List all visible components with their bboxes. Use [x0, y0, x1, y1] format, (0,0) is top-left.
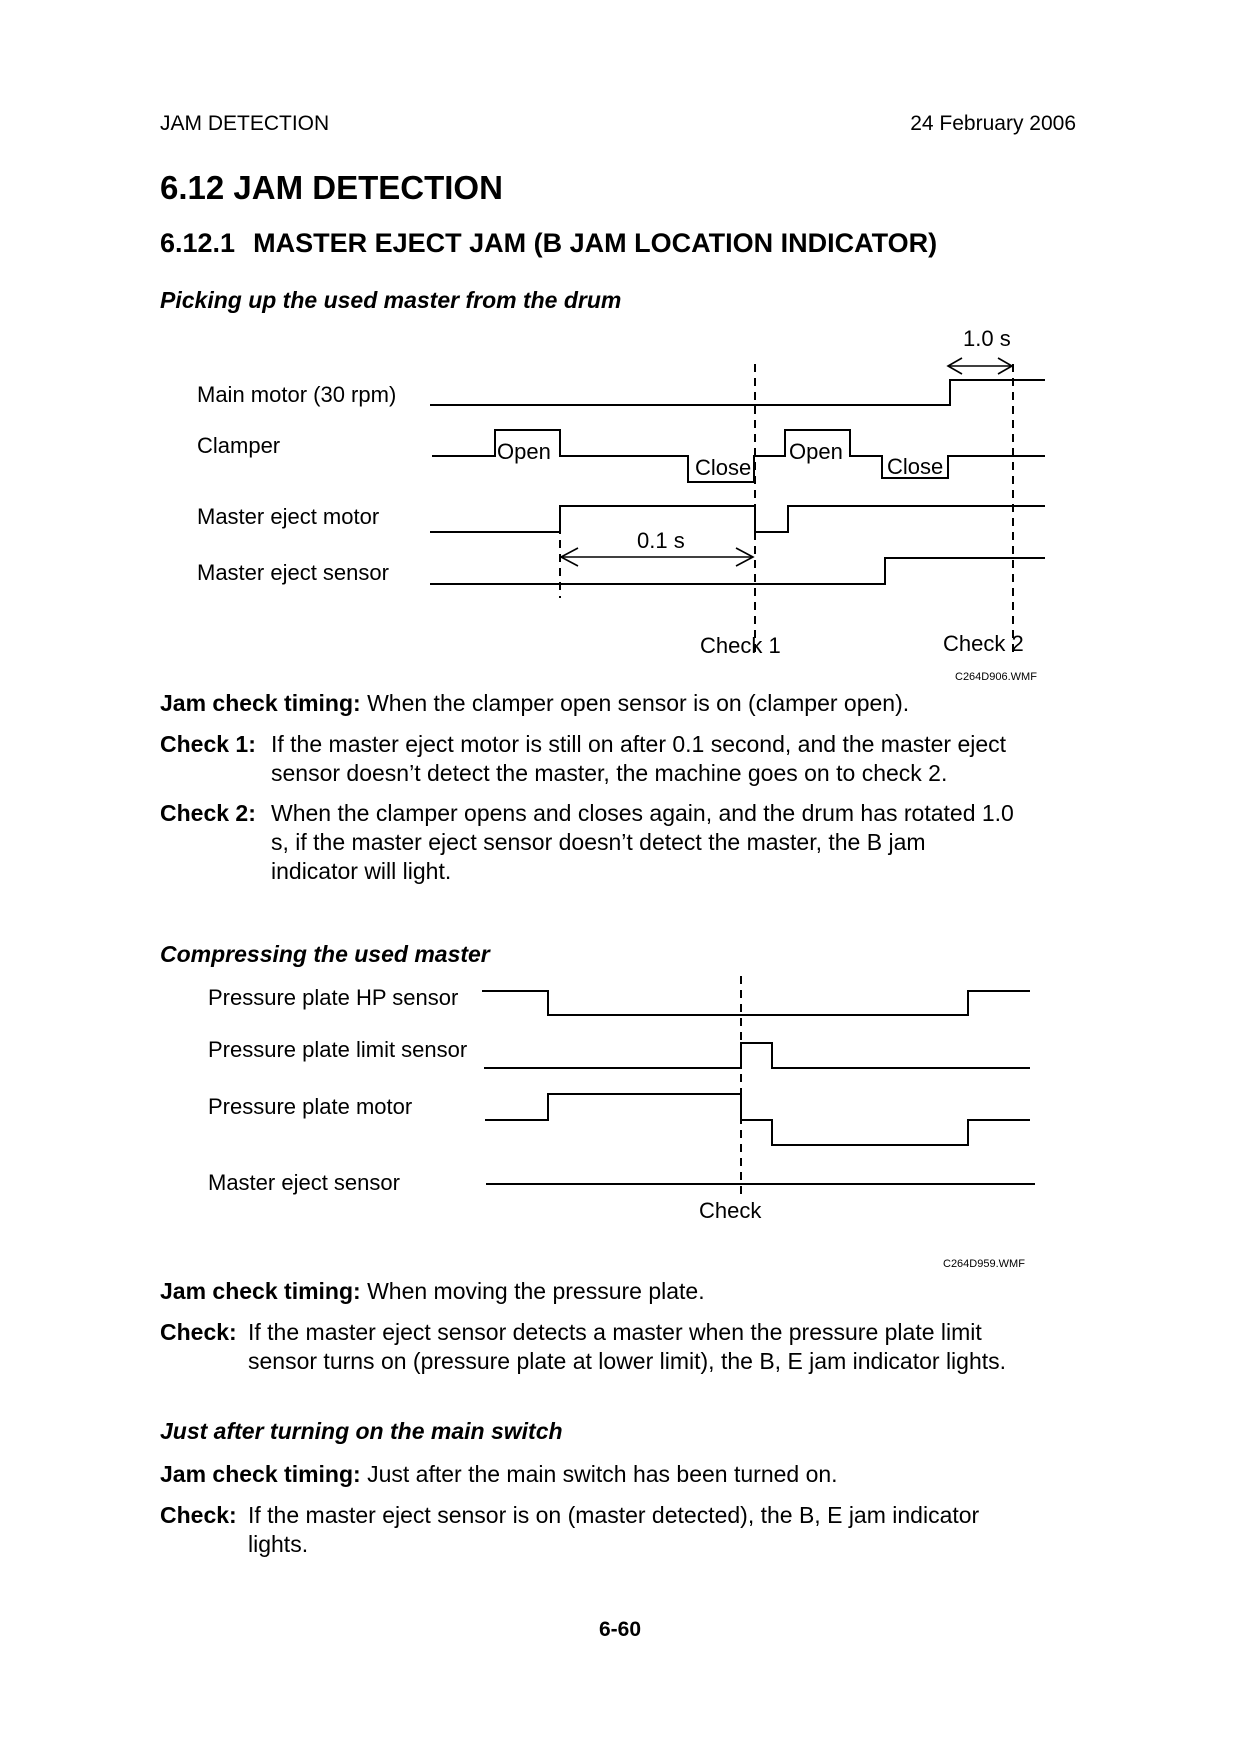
signal-label-master-eject-sensor: Master eject sensor: [197, 560, 389, 585]
signal-label-hp-sensor: Pressure plate HP sensor: [208, 985, 459, 1010]
timing-diagram-compression: [0, 960, 1240, 1280]
check1-paragraph-label: Check 1:: [160, 731, 256, 757]
part3-heading: Just after turning on the main switch: [160, 1418, 563, 1444]
master-eject-sensor-waveform: [430, 558, 1045, 584]
pressure-plate-motor-waveform: [485, 1094, 1030, 1145]
clamper-state-close-2: Close: [887, 454, 944, 479]
signal-label-master-eject-sensor-2: Master eject sensor: [208, 1170, 400, 1195]
running-header-date: 24 February 2006: [910, 112, 1076, 135]
check2-label: Check 2: [943, 631, 1024, 656]
interval-1-0s-label: 1.0 s: [963, 326, 1011, 351]
diagram2-file-ref: C264D959.WMF: [943, 1258, 1025, 1270]
signal-label-pressure-plate-motor: Pressure plate motor: [208, 1094, 413, 1119]
part2-timing: [160, 1277, 705, 1306]
check-label: Check: [699, 1198, 762, 1223]
part2-timing-label: Jam check timing:: [160, 1278, 361, 1304]
check2-line: When the clamper opens and closes again, and the drum has rotated 1.0: [271, 800, 1014, 826]
clamper-state-close-1: Close: [695, 455, 752, 480]
subsection-number: 6.12.1: [160, 228, 236, 258]
clamper-state-open-2: Open: [789, 439, 843, 464]
part3-timing-text: Just after the main switch has been turned on.: [367, 1461, 838, 1487]
check1-line: sensor doesn’t detect the master, the machine goes on to check 2.: [271, 760, 948, 786]
page-number: 6-60: [598, 1618, 642, 1641]
signal-label-limit-sensor: Pressure plate limit sensor: [208, 1037, 468, 1062]
diagram1-file-ref: C264D906.WMF: [955, 671, 1037, 683]
signal-label-main-motor: Main motor (30 rpm): [197, 382, 397, 407]
part3-timing: [160, 1460, 838, 1489]
part3-timing-label: Jam check timing:: [160, 1461, 361, 1487]
part2-check-line: If the master eject sensor detects a master when the pressure plate limit: [248, 1319, 982, 1345]
part1-timing-label: Jam check timing:: [160, 690, 361, 716]
main-motor-waveform: [430, 380, 1045, 405]
part3-check-line: If the master eject sensor is on (master detected), the B, E jam indicator: [248, 1502, 980, 1528]
signal-label-master-eject-motor: Master eject motor: [197, 504, 380, 529]
clamper-state-open-1: Open: [497, 439, 551, 464]
interval-0-1s-label: 0.1 s: [637, 528, 685, 553]
master-eject-motor-waveform: [430, 506, 1045, 532]
check2-line: s, if the master eject sensor doesn’t detect the master, the B jam: [271, 829, 926, 855]
timing-diagram-master-pickup: [0, 0, 1240, 700]
signal-label-clamper: Clamper: [197, 433, 281, 458]
subsection-heading: MASTER EJECT JAM (B JAM LOCATION INDICATOR): [253, 228, 938, 258]
part2-check-label: Check:: [160, 1319, 237, 1345]
section-title: 6.12 JAM DETECTION: [160, 169, 503, 206]
part2-timing-text: When moving the pressure plate.: [367, 1278, 705, 1304]
part2-heading: Compressing the used master: [160, 941, 490, 967]
part3-check-label: Check:: [160, 1502, 237, 1528]
interval-1-0s-arrow: [948, 358, 1012, 374]
part3-check-line: lights.: [248, 1531, 309, 1557]
part1-timing-text: When the clamper open sensor is on (clamper open).: [367, 690, 910, 716]
running-header-left: JAM DETECTION: [160, 112, 330, 135]
check2-line: indicator will light.: [271, 858, 452, 884]
pressure-plate-hp-sensor-waveform: [482, 991, 1030, 1015]
pressure-plate-limit-sensor-waveform: [484, 1043, 1030, 1068]
check1-label: Check 1: [700, 633, 781, 658]
part2-check-line: sensor turns on (pressure plate at lower limit), the B, E jam indicator lights.: [248, 1348, 1007, 1374]
part1-heading: Picking up the used master from the drum: [160, 287, 622, 313]
part1-timing: [160, 689, 909, 718]
check2-paragraph-label: Check 2:: [160, 800, 256, 826]
check1-line: If the master eject motor is still on after 0.1 second, and the master eject: [271, 731, 1007, 757]
